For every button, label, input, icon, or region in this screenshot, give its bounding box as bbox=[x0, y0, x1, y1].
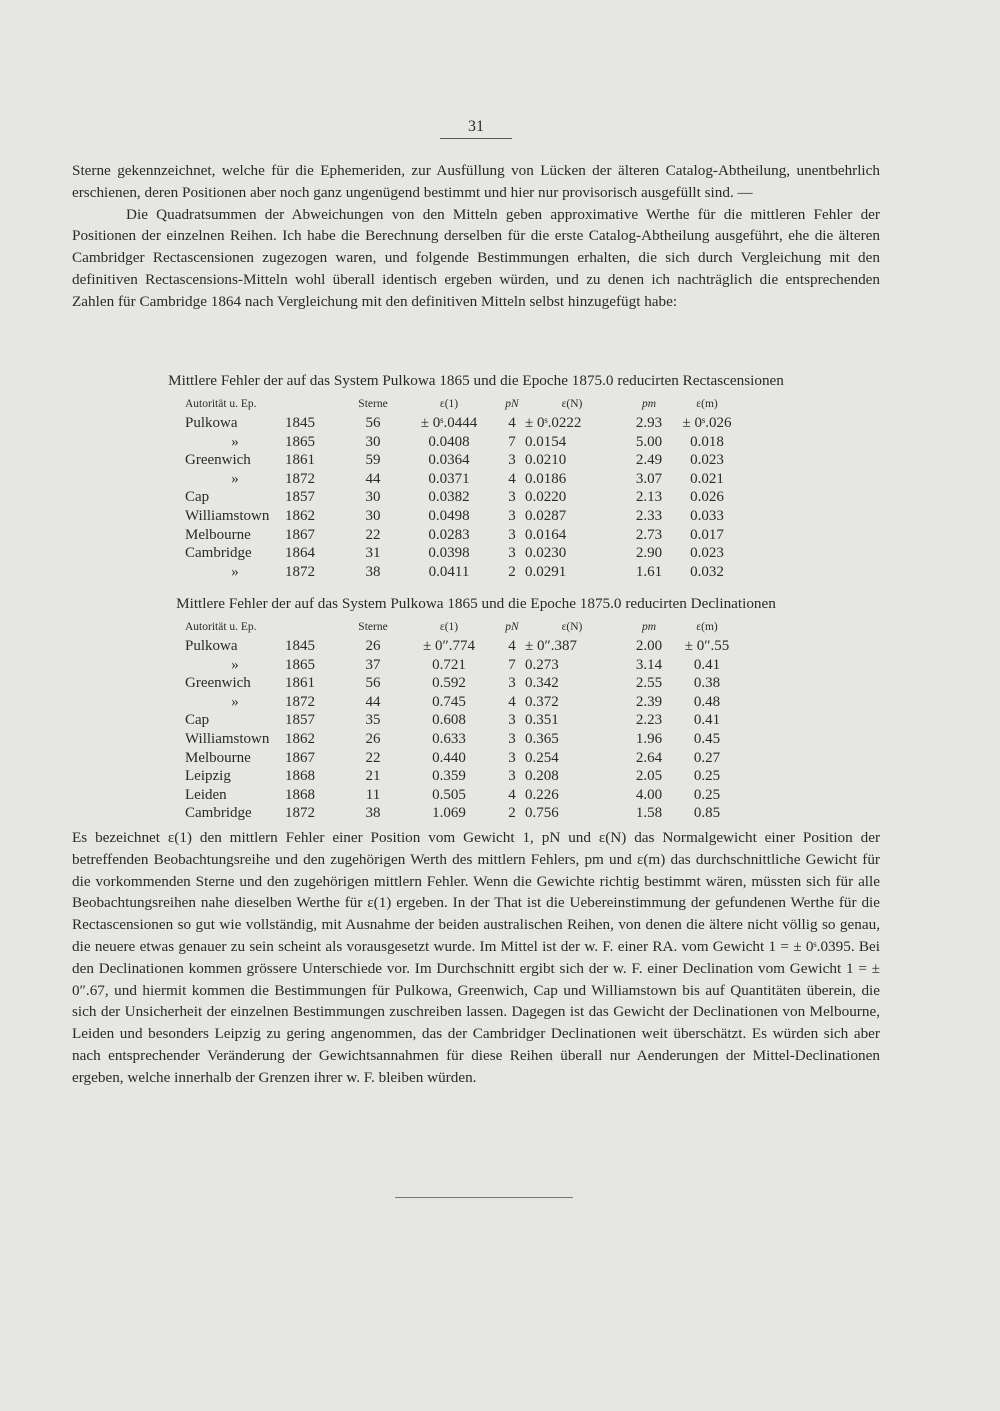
cell-sterne: 35 bbox=[365, 712, 381, 729]
table-row bbox=[185, 451, 735, 470]
cell-pm: 3.14 bbox=[635, 656, 663, 673]
cell-name: Williamstown bbox=[185, 730, 270, 747]
cell-em: 0.45 bbox=[693, 730, 721, 747]
table-decl bbox=[185, 620, 735, 823]
cell-ep: 1867 bbox=[285, 749, 315, 766]
cell-em: 0.48 bbox=[693, 693, 721, 710]
header-pn: pN bbox=[505, 621, 519, 633]
cell-ep: 1864 bbox=[285, 545, 315, 562]
cell-en: 0.351 bbox=[525, 712, 559, 729]
cell-sterne: 56 bbox=[365, 675, 381, 692]
cell-pn: 3 bbox=[508, 526, 516, 543]
cell-pm: 2.93 bbox=[635, 415, 663, 431]
cell-sterne: 31 bbox=[365, 545, 381, 562]
cell-name: Greenwich bbox=[185, 452, 251, 469]
header-en: ε(N) bbox=[561, 398, 583, 410]
cell-e1: 0.592 bbox=[432, 675, 466, 692]
header-pn: pN bbox=[505, 398, 519, 410]
table-row bbox=[185, 544, 735, 563]
page-number: 31 bbox=[440, 118, 512, 139]
cell-em: 0.27 bbox=[693, 749, 721, 766]
cell-ep: 1872 bbox=[285, 693, 315, 710]
cell-em: ± 0″.55 bbox=[684, 638, 730, 654]
cell-pm: 1.96 bbox=[635, 730, 663, 747]
cell-em: 0.023 bbox=[690, 452, 724, 469]
table-row bbox=[185, 414, 735, 433]
cell-ep: 1857 bbox=[285, 712, 315, 729]
header-e1: ε(1) bbox=[439, 621, 459, 633]
cell-e1: 0.745 bbox=[432, 693, 466, 710]
cell-em: 0.021 bbox=[690, 470, 724, 487]
cell-sterne: 22 bbox=[365, 749, 381, 766]
cell-ep: 1861 bbox=[285, 675, 315, 692]
cell-e1: 0.0364 bbox=[428, 452, 470, 469]
header-sterne: Sterne bbox=[358, 398, 388, 410]
cell-sterne: 21 bbox=[365, 768, 381, 785]
cell-e1: 0.633 bbox=[432, 730, 466, 747]
cell-e1: 0.0382 bbox=[428, 489, 470, 506]
cell-pn: 4 bbox=[508, 415, 516, 431]
cell-pm: 2.00 bbox=[635, 638, 663, 654]
header-e1: ε(1) bbox=[439, 398, 459, 410]
cell-pm: 2.05 bbox=[635, 768, 663, 785]
cell-pm: 1.61 bbox=[635, 563, 663, 580]
cell-pn: 2 bbox=[508, 805, 516, 822]
table-row bbox=[185, 749, 735, 768]
cell-name: Leipzig bbox=[185, 768, 231, 785]
cell-pm: 2.90 bbox=[635, 545, 663, 562]
cell-pn: 3 bbox=[508, 712, 516, 729]
cell-pn: 3 bbox=[508, 545, 516, 562]
cell-e1: 0.0398 bbox=[428, 545, 470, 562]
cell-e1: ± 0ˢ.0444 bbox=[420, 415, 478, 431]
table-ra-header-row bbox=[185, 397, 735, 414]
table-row bbox=[185, 767, 735, 786]
table-row bbox=[185, 433, 735, 452]
cell-e1: 0.0408 bbox=[428, 433, 470, 450]
cell-e1: 0.505 bbox=[432, 786, 466, 803]
table-row bbox=[185, 563, 735, 582]
cell-pm: 2.55 bbox=[635, 675, 663, 692]
cell-ep: 1865 bbox=[285, 433, 315, 450]
table-row bbox=[185, 786, 735, 805]
cell-pm: 2.73 bbox=[635, 526, 663, 543]
end-rule bbox=[395, 1197, 573, 1198]
table-row bbox=[185, 526, 735, 545]
cell-name: Leiden bbox=[185, 786, 227, 803]
cell-sterne: 26 bbox=[365, 638, 381, 654]
cell-name: » bbox=[231, 656, 239, 673]
cell-ep: 1845 bbox=[285, 638, 315, 654]
cell-sterne: 26 bbox=[365, 730, 381, 747]
table-decl-caption: Mittlere Fehler der auf das System Pulkowa 1865 und die Epoche 1875.0 reducirten Declinationen bbox=[176, 595, 776, 612]
table-row bbox=[185, 637, 735, 656]
table-decl-header-row bbox=[185, 620, 735, 637]
cell-e1: 1.069 bbox=[432, 805, 466, 822]
cell-pn: 3 bbox=[508, 749, 516, 766]
cell-en: 0.0154 bbox=[525, 433, 567, 450]
cell-en: 0.372 bbox=[525, 693, 559, 710]
cell-en: 0.208 bbox=[525, 768, 559, 785]
cell-name: Greenwich bbox=[185, 675, 251, 692]
cell-pm: 1.58 bbox=[635, 805, 663, 822]
paragraph-1: Sterne gekennzeichnet, welche für die Ephemeriden, zur Ausfüllung von Lücken der älteren Catalog-Abtheilung, unentbehrlich erschienen, deren Positionen aber noch ganz ungenügend bestimmt und hier nur provisorisch ausgefüllt sind. — bbox=[72, 162, 880, 201]
header-em: ε(m) bbox=[696, 621, 718, 633]
cell-e1: 0.608 bbox=[432, 712, 466, 729]
cell-sterne: 30 bbox=[365, 433, 381, 450]
cell-pm: 2.49 bbox=[635, 452, 663, 469]
cell-sterne: 37 bbox=[365, 656, 381, 673]
cell-en: 0.0210 bbox=[525, 452, 567, 469]
cell-em: 0.38 bbox=[693, 675, 721, 692]
table-ra-caption: Mittlere Fehler der auf das System Pulkowa 1865 und die Epoche 1875.0 reducirten Rectascensionen bbox=[168, 372, 784, 389]
cell-em: 0.25 bbox=[693, 768, 721, 785]
cell-ep: 1862 bbox=[285, 507, 315, 524]
cell-sterne: 44 bbox=[365, 470, 381, 487]
cell-name: Melbourne bbox=[185, 749, 251, 766]
cell-en: ± 0″.387 bbox=[525, 638, 577, 654]
paragraph-3: Es bezeichnet ε(1) den mittlern Fehler einer Position vom Gewicht 1, pN und ε(N) das Normalgewicht einer Position der betreffenden Beobachtungsreihe und den zugehörigen Werth des mittlern Fehlers, pm und ε(m) das durchschnittliche Gewicht für die vorkommenden Sterne und den zugehörigen mittlern Fehler. Wenn die Gewichte richtig bestimmt wären, müssten sich für alle Beobachtungsreihen nahe dieselben Werthe für ε(1) ergeben. In der That ist die Uebereinstimmung der gefundenen Werthe für die Rectascensionen so gut wie vollständig, mit Ausnahme der beiden australischen Reihen, von denen die ältere nicht völlig so genau, die neuere etwas genauer zu sein scheint als vorausgesetzt wurde. Im Mittel ist der w. F. einer RA. vom Gewicht 1 = ± 0ˢ.0395. Bei den Declinationen kommen grössere Unterschiede vor. Im Durchschnitt ergibt sich der w. F. einer Declination vom Gewicht 1 = ± 0″.67, und hiermit kommen die Bestimmungen für Pulkowa, Greenwich, Cap und Williamstown bis auf Quantitäten überein, die sich der Unsicherheit der einzelnen Bestimmungen zuschreiben lassen. Dagegen ist das Gewicht der Declinationen von Melbourne, Leiden und besonders Leipzig zu gering angenommen, das der Cambridger Declinationen weit überschätzt. Es würden sich aber nach entsprechender Veränderung der Gewichtsannahmen für diese Reihen überall nur Aenderungen der Mittel-Declinationen ergeben, welche innerhalb der Grenzen ihrer w. F. bleiben würden. bbox=[72, 829, 880, 1086]
cell-pn: 4 bbox=[508, 470, 516, 487]
cell-pn: 4 bbox=[508, 693, 516, 710]
cell-pn: 3 bbox=[508, 768, 516, 785]
cell-ep: 1872 bbox=[285, 805, 315, 822]
cell-pn: 3 bbox=[508, 675, 516, 692]
cell-name: Cambridge bbox=[185, 545, 252, 562]
cell-pm: 4.00 bbox=[635, 786, 663, 803]
cell-en: 0.342 bbox=[525, 675, 559, 692]
table-row bbox=[185, 507, 735, 526]
cell-sterne: 44 bbox=[365, 693, 381, 710]
cell-ep: 1872 bbox=[285, 470, 315, 487]
header-sterne: Sterne bbox=[358, 621, 388, 633]
cell-en: 0.0287 bbox=[525, 507, 567, 524]
cell-name: Williamstown bbox=[185, 507, 270, 524]
cell-e1: 0.440 bbox=[432, 749, 466, 766]
text-block-intro bbox=[72, 160, 880, 313]
cell-pn: 3 bbox=[508, 730, 516, 747]
cell-em: 0.018 bbox=[690, 433, 724, 450]
cell-pm: 2.23 bbox=[635, 712, 663, 729]
header-pm: pm bbox=[641, 621, 657, 633]
cell-en: 0.0186 bbox=[525, 470, 567, 487]
cell-ep: 1861 bbox=[285, 452, 315, 469]
cell-pn: 7 bbox=[508, 656, 516, 673]
cell-name: Cap bbox=[185, 489, 210, 506]
cell-pn: 3 bbox=[508, 507, 516, 524]
cell-name: Pulkowa bbox=[185, 415, 238, 431]
cell-pn: 2 bbox=[508, 563, 516, 580]
cell-pm: 5.00 bbox=[635, 433, 663, 450]
header-authority: Autorität u. Ep. bbox=[185, 398, 257, 410]
cell-en: 0.0230 bbox=[525, 545, 567, 562]
header-en: ε(N) bbox=[561, 621, 583, 633]
table-row bbox=[185, 674, 735, 693]
cell-sterne: 56 bbox=[365, 415, 381, 431]
cell-pm: 2.64 bbox=[635, 749, 663, 766]
cell-name: » bbox=[231, 433, 239, 450]
cell-name: Cambridge bbox=[185, 805, 252, 822]
cell-e1: 0.359 bbox=[432, 768, 466, 785]
cell-em: 0.033 bbox=[690, 507, 724, 524]
cell-pn: 3 bbox=[508, 452, 516, 469]
cell-ep: 1845 bbox=[285, 415, 315, 431]
cell-name: Melbourne bbox=[185, 526, 251, 543]
table-row bbox=[185, 693, 735, 712]
cell-em: ± 0ˢ.026 bbox=[682, 415, 732, 431]
cell-ep: 1867 bbox=[285, 526, 315, 543]
cell-sterne: 11 bbox=[365, 786, 381, 803]
cell-name: Pulkowa bbox=[185, 638, 238, 654]
cell-ep: 1868 bbox=[285, 768, 315, 785]
cell-em: 0.023 bbox=[690, 545, 724, 562]
table-row bbox=[185, 656, 735, 675]
cell-name: » bbox=[231, 563, 239, 580]
cell-e1: 0.0371 bbox=[428, 470, 470, 487]
cell-en: 0.0291 bbox=[525, 563, 567, 580]
cell-pm: 2.39 bbox=[635, 693, 663, 710]
cell-en: 0.254 bbox=[525, 749, 559, 766]
table-row bbox=[185, 470, 735, 489]
cell-e1: 0.0283 bbox=[428, 526, 470, 543]
cell-pn: 4 bbox=[508, 638, 516, 654]
table-row bbox=[185, 488, 735, 507]
cell-pn: 7 bbox=[508, 433, 516, 450]
text-block-explanation bbox=[72, 827, 880, 1089]
table-row bbox=[185, 804, 735, 823]
cell-em: 0.026 bbox=[690, 489, 724, 506]
header-em: ε(m) bbox=[696, 398, 718, 410]
cell-pn: 4 bbox=[508, 786, 516, 803]
cell-en: ± 0ˢ.0222 bbox=[525, 415, 582, 431]
cell-e1: 0.0411 bbox=[428, 563, 470, 580]
cell-name: Cap bbox=[185, 712, 210, 729]
cell-pm: 2.13 bbox=[635, 489, 663, 506]
cell-sterne: 38 bbox=[365, 805, 381, 822]
paragraph-2: Die Quadratsummen der Abweichungen von den Mitteln geben approximative Werthe für die mittleren Fehler der Positionen der einzelnen Reihen. Ich habe die Berechnung derselben für die erste Catalog-Abtheilung ausgeführt, ehe die älteren Cambridger Rectascensionen zugezogen waren, und folgende Bestimmungen erhalten, die sich durch Vergleichung mit den definitiven Rectascensions-Mitteln wohl überall identisch ergeben würden, und zu denen ich nachträglich die entsprechenden Zahlen für Cambridge 1864 nach Vergleichung mit den definitiven Mitteln selbst hinzugefügt habe: bbox=[72, 205, 880, 310]
cell-pm: 2.33 bbox=[635, 507, 663, 524]
cell-ep: 1872 bbox=[285, 563, 315, 580]
table-ra bbox=[185, 397, 735, 581]
cell-en: 0.226 bbox=[525, 786, 559, 803]
cell-e1: 0.0498 bbox=[428, 507, 470, 524]
cell-em: 0.017 bbox=[690, 526, 724, 543]
cell-ep: 1862 bbox=[285, 730, 315, 747]
cell-sterne: 22 bbox=[365, 526, 381, 543]
cell-pn: 3 bbox=[508, 489, 516, 506]
cell-ep: 1857 bbox=[285, 489, 315, 506]
cell-sterne: 59 bbox=[365, 452, 381, 469]
cell-name: » bbox=[231, 693, 239, 710]
cell-e1: ± 0″.774 bbox=[423, 638, 475, 654]
cell-en: 0.756 bbox=[525, 805, 559, 822]
cell-e1: 0.721 bbox=[432, 656, 466, 673]
header-authority: Autorität u. Ep. bbox=[185, 621, 257, 633]
header-pm: pm bbox=[641, 398, 657, 410]
cell-name: » bbox=[231, 470, 239, 487]
cell-en: 0.273 bbox=[525, 656, 559, 673]
cell-em: 0.41 bbox=[693, 712, 721, 729]
table-row bbox=[185, 730, 735, 749]
cell-en: 0.0220 bbox=[525, 489, 567, 506]
cell-en: 0.365 bbox=[525, 730, 559, 747]
cell-sterne: 38 bbox=[365, 563, 381, 580]
cell-sterne: 30 bbox=[365, 507, 381, 524]
cell-pm: 3.07 bbox=[635, 470, 663, 487]
cell-em: 0.032 bbox=[690, 563, 724, 580]
cell-en: 0.0164 bbox=[525, 526, 567, 543]
cell-em: 0.41 bbox=[693, 656, 721, 673]
table-row bbox=[185, 711, 735, 730]
cell-em: 0.85 bbox=[693, 805, 721, 822]
cell-em: 0.25 bbox=[693, 786, 721, 803]
cell-sterne: 30 bbox=[365, 489, 381, 506]
cell-ep: 1865 bbox=[285, 656, 315, 673]
cell-ep: 1868 bbox=[285, 786, 315, 803]
